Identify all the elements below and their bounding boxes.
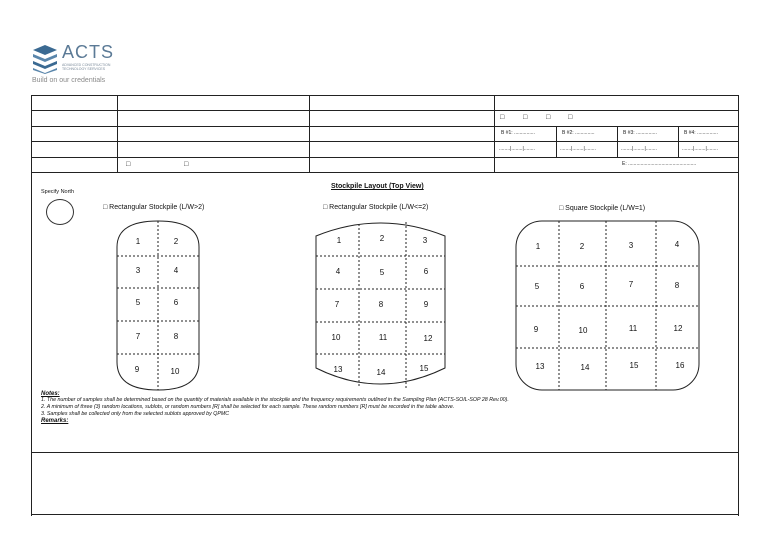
sublot-cell[interactable]: 2 xyxy=(379,234,385,243)
header-checkbox[interactable]: □ xyxy=(568,114,573,121)
header-checkbox[interactable]: □ xyxy=(523,114,528,121)
shape-option-long-rect[interactable]: □ Rectangular Stockpile (L/W>2) xyxy=(103,204,205,211)
bin-4-subfield[interactable]: ........|........|........ xyxy=(682,146,718,152)
sublot-cell[interactable]: 3 xyxy=(628,241,634,250)
sublot-cell[interactable]: 13 xyxy=(333,365,343,374)
sublot-cell[interactable]: 7 xyxy=(628,280,634,289)
sublot-cell[interactable]: 1 xyxy=(336,236,342,245)
row5-checkbox[interactable]: □ xyxy=(184,161,189,168)
sublot-cell[interactable]: 10 xyxy=(331,333,341,342)
sublot-cell[interactable]: 15 xyxy=(419,364,429,373)
sublot-cell[interactable]: 6 xyxy=(579,282,585,291)
sublot-cell[interactable]: 7 xyxy=(334,300,340,309)
sublot-cell[interactable]: 12 xyxy=(423,334,433,343)
sublot-cell[interactable]: 10 xyxy=(170,367,180,376)
sublot-cell[interactable]: 4 xyxy=(335,267,341,276)
row5-checkbox[interactable]: □ xyxy=(126,161,131,168)
sublot-cell[interactable]: 12 xyxy=(673,324,683,333)
sublot-cell[interactable]: 13 xyxy=(535,362,545,371)
row5-field[interactable]: E: ................................................. xyxy=(622,161,697,167)
sublot-cell[interactable]: 6 xyxy=(173,298,179,307)
sublot-cell[interactable]: 9 xyxy=(134,365,140,374)
sublot-cell[interactable]: 8 xyxy=(173,332,179,341)
note-line: 2. A minimum of three (3) random locations, sublots, or random numbers [R] shall be selected for each sample. These random numbers [R] must be recorded in the table above. xyxy=(41,404,455,410)
sublot-cell[interactable]: 3 xyxy=(422,236,428,245)
sublot-cell[interactable]: 14 xyxy=(376,368,386,377)
logo-tagline: Build on our credentials xyxy=(32,77,106,84)
note-line: 1. The number of samples shall be determined based on the quantity of materials available in the stockpile and the frequency requirements outlined in the Sampling Plan (ACTS-SOIL-SOP 28 Rev.00). xyxy=(41,397,509,403)
sublot-cell[interactable]: 6 xyxy=(423,267,429,276)
sublot-cell[interactable]: 5 xyxy=(534,282,540,291)
bin-3-subfield[interactable]: ........|........|........ xyxy=(621,146,657,152)
shape-option-square[interactable]: □ Square Stockpile (L/W=1) xyxy=(559,205,646,212)
bin-4-field[interactable]: B #4: ............... xyxy=(684,130,718,136)
sublot-cell[interactable]: 9 xyxy=(533,325,539,334)
sublot-cell[interactable]: 1 xyxy=(135,237,141,246)
stockpile-layout-title: Stockpile Layout (Top View) xyxy=(331,183,424,190)
bin-1-subfield[interactable]: ........|........|........ xyxy=(499,146,535,152)
logo-wordmark: ACTS xyxy=(62,42,115,62)
sublot-cell[interactable]: 7 xyxy=(135,332,141,341)
sublot-cell[interactable]: 2 xyxy=(579,242,585,251)
bin-3-field[interactable]: B #3: ............... xyxy=(623,130,657,136)
bin-2-subfield[interactable]: ........|........|........ xyxy=(560,146,596,152)
sublot-cell[interactable]: 5 xyxy=(135,298,141,307)
specify-north-label: Specify North xyxy=(41,189,75,195)
sublot-cell[interactable]: 11 xyxy=(378,333,388,342)
sublot-cell[interactable]: 14 xyxy=(580,363,590,372)
sublot-cell[interactable]: 1 xyxy=(535,242,541,251)
bin-2-field[interactable]: B #2: .............. xyxy=(562,130,595,136)
shape-option-short-rect[interactable]: □ Rectangular Stockpile (L/W<=2) xyxy=(323,204,429,211)
sublot-cell[interactable]: 4 xyxy=(674,240,680,249)
sublot-cell[interactable]: 16 xyxy=(675,361,685,370)
sublot-cell[interactable]: 9 xyxy=(423,300,429,309)
sublot-cell[interactable]: 11 xyxy=(628,324,638,333)
sublot-cell[interactable]: 8 xyxy=(674,281,680,290)
sublot-cell[interactable]: 8 xyxy=(378,300,384,309)
sublot-cell[interactable]: 10 xyxy=(578,326,588,335)
notes-section xyxy=(41,391,741,424)
note-line: 3. Samples shall be collected only from the selected sublots approved by QPMC xyxy=(41,411,230,417)
remarks-title: Remarks: xyxy=(41,418,69,424)
header-checkbox[interactable]: □ xyxy=(546,114,551,121)
sublot-cell[interactable]: 2 xyxy=(173,237,179,246)
bin-1-field[interactable]: B #1: ............... xyxy=(501,130,535,136)
header-checkbox[interactable]: □ xyxy=(500,114,505,121)
sublot-cell[interactable]: 3 xyxy=(135,266,141,275)
sublot-cell[interactable]: 15 xyxy=(629,361,639,370)
notes-title: Notes: xyxy=(41,391,60,397)
logo-subtitle: ADVANCED CONSTRUCTION TECHNOLOGY SERVICES xyxy=(62,63,111,71)
sublot-cell[interactable]: 4 xyxy=(173,266,179,275)
sublot-cell[interactable]: 5 xyxy=(379,268,385,277)
